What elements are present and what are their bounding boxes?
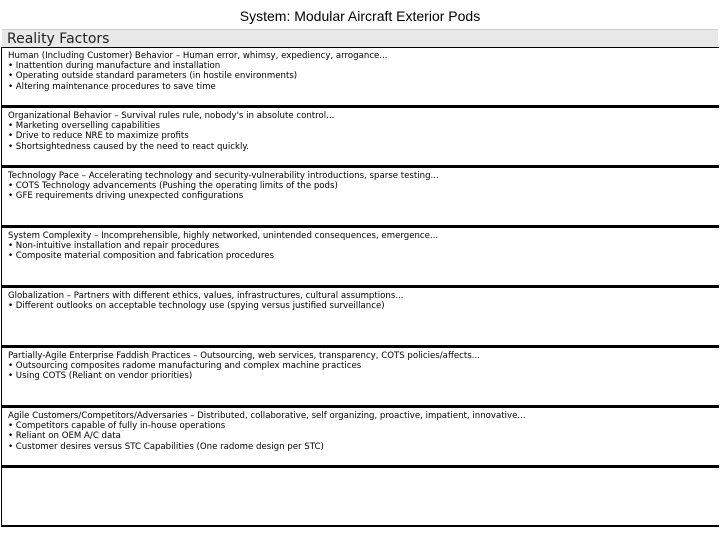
factor-bullet: • Operating outside standard parameters (in hostile environments) [8,71,298,82]
factor-content [8,51,715,92]
factor-bullet: • Competitors capable of fully in-house operations [8,421,226,432]
factor-content [8,171,715,202]
section-header-label: Reality Factors [7,31,110,47]
factor-bullet: • Different outlooks on acceptable technology use (spying versus justified surveillance) [8,301,385,312]
factor-content [8,411,715,452]
factor-box-agile-customers [1,407,719,467]
factor-bullet: • Inattention during manufacture and installation [8,61,221,72]
factor-title: Human (Including Customer) Behavior – Human error, whimsy, expediency, arrogance... [8,51,388,61]
factor-box-organizational-behavior [1,107,719,167]
factor-bullet: • Reliant on OEM A/C data [8,431,121,442]
factor-box-technology-pace [1,167,719,227]
factor-bullet: • Outsourcing composites radome manufacturing and complex machine practices [8,361,362,372]
factor-content [8,231,715,262]
factor-bullet: • Marketing overselling capabilities [8,121,160,132]
factor-content [8,351,715,382]
factor-bullet: • GFE requirements driving unexpected configurations [8,191,244,202]
factor-bullet: • Non-intuitive installation and repair procedures [8,241,220,252]
factor-box-globalization [1,287,719,347]
factor-bullet: • COTS Technology advancements (Pushing the operating limits of the pods) [8,181,338,192]
factor-box-human-behavior [1,47,719,107]
factor-bullet: • Altering maintenance procedures to save time [8,81,216,92]
factor-bullet: • Customer desires versus STC Capabilities (One radome design per STC) [8,441,324,452]
factor-content [8,111,715,152]
factor-content [8,291,715,311]
factor-box-empty [1,467,719,527]
factor-title: Organizational Behavior – Survival rules rule, nobody's in absolute control... [8,111,335,121]
factor-title: System Complexity – Incomprehensible, highly networked, unintended consequences, emergence... [8,231,439,241]
factor-bullet: • Drive to reduce NRE to maximize profits [8,131,189,142]
factor-title: Technology Pace – Accelerating technology and security-vulnerability introductions, sparse testing... [8,171,439,181]
factor-box-faddish-practices [1,347,719,407]
factor-bullet: • Using COTS (Reliant on vendor priorities) [8,371,193,382]
section-header [2,29,718,48]
page-title: System: Modular Aircraft Exterior Pods [239,8,481,24]
factor-title: Partially-Agile Enterprise Faddish Practices – Outsourcing, web services, transparency, COTS policies/affects... [8,351,480,361]
factor-bullet: • Composite material composition and fabrication procedures [8,251,274,262]
factor-bullet: • Shortsightedness caused by the need to react quickly. [8,141,249,152]
factor-title: Globalization – Partners with different ethics, values, infrastructures, cultural assumptions... [8,291,404,301]
factor-title: Agile Customers/Competitors/Adversaries – Distributed, collaborative, self organizing, proactive, impatient, innovative... [8,411,526,421]
factor-box-system-complexity [1,227,719,287]
